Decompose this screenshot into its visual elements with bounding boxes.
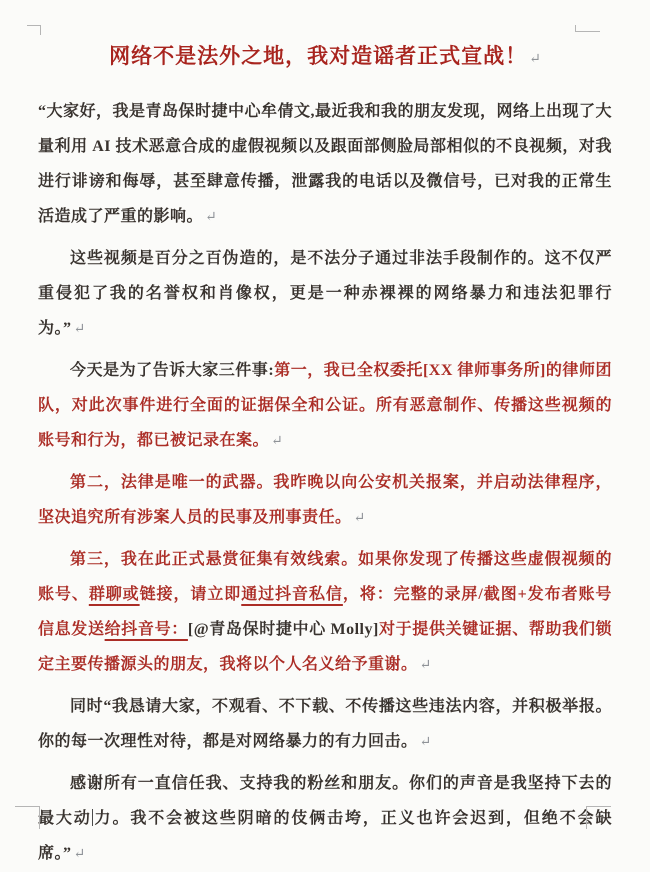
paragraph-appeal — [38, 689, 612, 760]
paragraph-mark-icon: ↵ — [73, 847, 86, 862]
paragraph-intro — [38, 94, 612, 235]
text-run: 感谢所有一直信任我、支持我的粉丝和朋友。你们的声音是我坚持下去的最大动 — [38, 775, 612, 827]
text-run: [@青岛保时捷中心 Molly] — [187, 621, 379, 638]
text-run: 第一，我已全权委托[XX 律师事务所]的律师团队，对此次事件进行全面的证据保全和公证。所有恶意制作、传播这些视频的账号和行为，都已被记录在案。 — [38, 362, 612, 449]
document-title — [38, 40, 612, 76]
document-body — [38, 94, 612, 872]
paragraph-mark-icon: ↵ — [73, 322, 86, 337]
text-run: 这些视频是百分之百伪造的，是不法分子通过非法手段制作的。这不仅严重侵犯了我的名誉权和肖像权，更是一种赤裸裸的网络暴力和违法犯罪行为。” — [38, 250, 612, 337]
text-run: 第三，我在此正式悬赏征集有效线索。如果你发现了传播这些虚假视频的账号、 — [38, 551, 612, 603]
text-run: ，将：完整的录屏/截图+发布者账号信息发送 — [38, 586, 612, 638]
text-run: 同时“我恳请大家，不观看、不下载、不传播这些违法内容，并积极举报。你的每一次理性对待，都是对网络暴力的有力回击。 — [38, 698, 612, 750]
text-run: 今天是为了告诉大家三件事: — [70, 362, 275, 379]
text-run: 力。我不会被这些阴暗的伎俩击垮，正义也许会迟到，但绝不会缺席。” — [38, 810, 612, 862]
paragraph-mark-icon: ↵ — [419, 658, 432, 673]
text-run: 链接，请立即 — [139, 586, 242, 603]
paragraph-mark-icon: ↵ — [353, 511, 366, 526]
crop-mark-bottom-left-icon — [15, 806, 40, 829]
paragraph-mark-icon: ↵ — [205, 210, 217, 225]
text-run: 给抖音号： — [104, 621, 188, 638]
paragraph-mark-icon: ↵ — [271, 434, 283, 449]
text-run: 第二，法律是唯一的武器。我昨晚以向公安机关报案，并启动法律程序，坚决追究所有涉案人员的民事及刑事责任。 — [38, 474, 612, 526]
text-run: 对于提供关键证据、帮助我们锁定主要传播源头的朋友，我将以个人名义给予重谢。 — [38, 621, 612, 673]
crop-mark-bottom-right-icon — [586, 806, 611, 829]
paragraph-fake-videos — [38, 241, 612, 347]
paragraph-third-point — [38, 542, 612, 683]
text-run: 通过抖音私信 — [241, 586, 343, 603]
text-run: 群聊或 — [88, 586, 140, 603]
crop-mark-top-left-icon — [27, 25, 41, 35]
text-run: “大家好，我是青岛保时捷中心牟倩文,最近我和我的朋友发现，网络上出现了大量利用 AI 技术恶意合成的虚假视频以及跟面部侧脸局部相似的不良视频，对我进行诽谤和侮辱，甚至肆意传播，泄露我的电话以及微信号，已对我的正常生活造成了严重的影响。 — [38, 103, 613, 225]
paragraph-first-point — [38, 353, 612, 459]
paragraph-second-point — [38, 465, 612, 536]
paragraph-mark-icon: ↵ — [529, 52, 541, 67]
paragraph-mark-icon: ↵ — [419, 735, 432, 750]
crop-mark-top-right-icon — [575, 25, 600, 32]
paragraph-thanks — [38, 766, 612, 872]
document-title-text: 网络不是法外之地，我对造谣者正式宣战！ — [109, 44, 528, 68]
